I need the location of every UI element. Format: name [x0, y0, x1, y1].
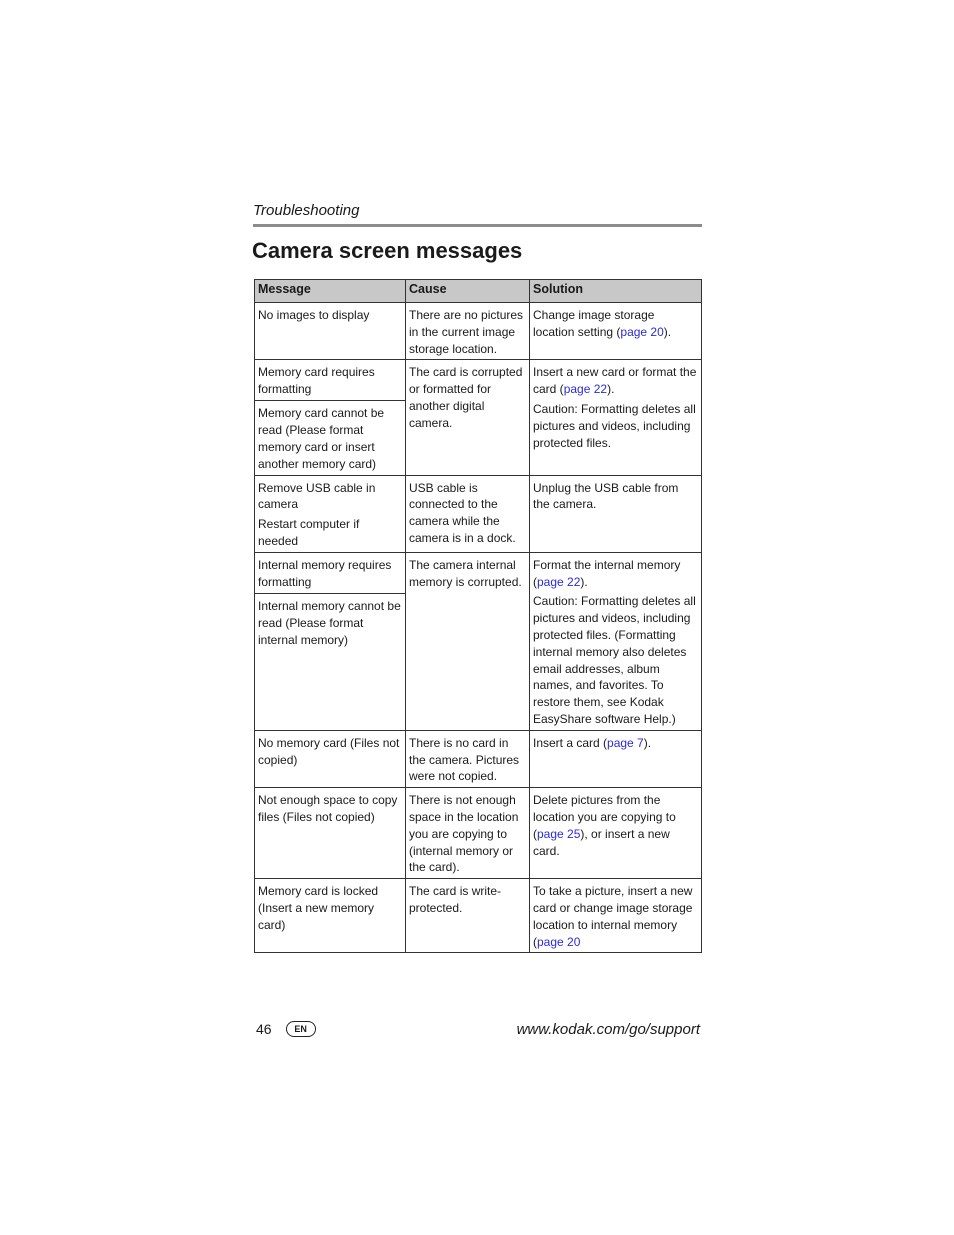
- table-row: [255, 730, 702, 787]
- caution-paragraph: Caution: Formatting deletes all pictures and videos, including protected files.: [533, 401, 696, 450]
- page-link[interactable]: page 7: [607, 735, 644, 750]
- table-header-row: [255, 280, 702, 303]
- solution-cell: [530, 879, 702, 953]
- message-line: Remove USB cable in camera: [258, 480, 376, 512]
- solution-cell: [530, 552, 702, 730]
- message-cell: Not enough space to copy files (Files not copied): [255, 788, 406, 879]
- page-link[interactable]: page 20: [620, 324, 664, 339]
- solution-text: ).: [607, 382, 615, 397]
- cause-cell: There is no card in the camera. Pictures were not copied.: [406, 730, 530, 787]
- messages-table: [254, 279, 702, 953]
- solution-text: ).: [643, 735, 652, 750]
- column-header-solution: Solution: [530, 280, 702, 303]
- solution-text: Delete pictures from the location you are copying to (: [533, 793, 676, 841]
- table-row: [255, 303, 702, 360]
- solution-paragraph: [533, 557, 698, 591]
- page-title: Camera screen messages: [252, 238, 523, 263]
- solution-paragraph: [533, 792, 698, 859]
- cause-cell: The camera internal memory is corrupted.: [406, 552, 530, 730]
- solution-paragraph: [533, 735, 698, 752]
- table-row: [255, 475, 702, 552]
- solution-text: ).: [663, 324, 672, 339]
- solution-text: Insert a new card or format the card (: [533, 365, 697, 397]
- language-badge: EN: [286, 1021, 316, 1037]
- solution-cell: [530, 360, 702, 475]
- message-cell: Internal memory cannot be read (Please format internal memory): [255, 593, 406, 730]
- cause-cell: The card is corrupted or formatted for another digital camera.: [406, 360, 530, 475]
- cause-cell: There is not enough space in the location you are copying to (internal memory or the card).: [406, 788, 530, 879]
- solution-text: Change image storage location setting (: [533, 308, 655, 339]
- solution-cell: [530, 788, 702, 879]
- page-link[interactable]: page 22: [563, 382, 608, 397]
- page-link[interactable]: page 25: [537, 826, 581, 841]
- solution-cell: [530, 303, 702, 360]
- table-row: [255, 788, 702, 879]
- solution-text: Insert a card (: [533, 735, 608, 750]
- message-cell: No images to display: [255, 303, 406, 360]
- table-row: [255, 360, 702, 401]
- solution-paragraph: [533, 307, 698, 341]
- solution-cell: [530, 475, 702, 552]
- solution-text: To take a picture, insert a new card or change image storage location to internal memory (: [533, 884, 693, 949]
- message-cell: Memory card cannot be read (Please format memory card or insert another memory card): [255, 401, 406, 475]
- solution-text: ).: [580, 574, 588, 589]
- table-row: [255, 879, 702, 953]
- message-cell: No memory card (Files not copied): [255, 730, 406, 787]
- page-link[interactable]: page 22: [537, 574, 581, 589]
- message-cell: Internal memory requires formatting: [255, 552, 406, 593]
- cause-cell: There are no pictures in the current image storage location.: [406, 303, 530, 360]
- page-number: 46: [256, 1021, 272, 1037]
- solution-text: Format the internal memory (: [533, 557, 681, 589]
- solution-paragraph: [533, 364, 698, 398]
- column-header-message: Message: [255, 280, 406, 303]
- header-rule: [253, 224, 702, 227]
- solution-paragraph: [533, 883, 698, 950]
- caution-paragraph: Caution: Formatting deletes all pictures and videos, including protected files. (Formatting internal memory also deletes email addresses, album names, and favorites. To restore them, see Kodak EasyShare software Help.): [533, 594, 696, 726]
- message-cell: [255, 475, 406, 552]
- message-cell: Memory card is locked (Insert a new memory card): [255, 879, 406, 953]
- solution-paragraph: Unplug the USB cable from the camera.: [533, 480, 679, 512]
- section-header: [253, 202, 702, 227]
- message-line: Restart computer if needed: [258, 517, 360, 548]
- table-row: [255, 552, 702, 593]
- cause-cell: USB cable is connected to the camera while the camera is in a dock.: [406, 475, 530, 552]
- message-cell: Memory card requires formatting: [255, 360, 406, 401]
- solution-cell: [530, 730, 702, 787]
- solution-text: ), or insert a new card.: [533, 826, 670, 858]
- page-link[interactable]: page 20: [537, 934, 581, 949]
- support-url-link[interactable]: www.kodak.com/go/support: [516, 1021, 700, 1038]
- section-title: Troubleshooting: [253, 202, 360, 219]
- cause-cell: The card is write-protected.: [406, 879, 530, 953]
- footer-left: [256, 1021, 316, 1037]
- column-header-cause: Cause: [406, 280, 530, 303]
